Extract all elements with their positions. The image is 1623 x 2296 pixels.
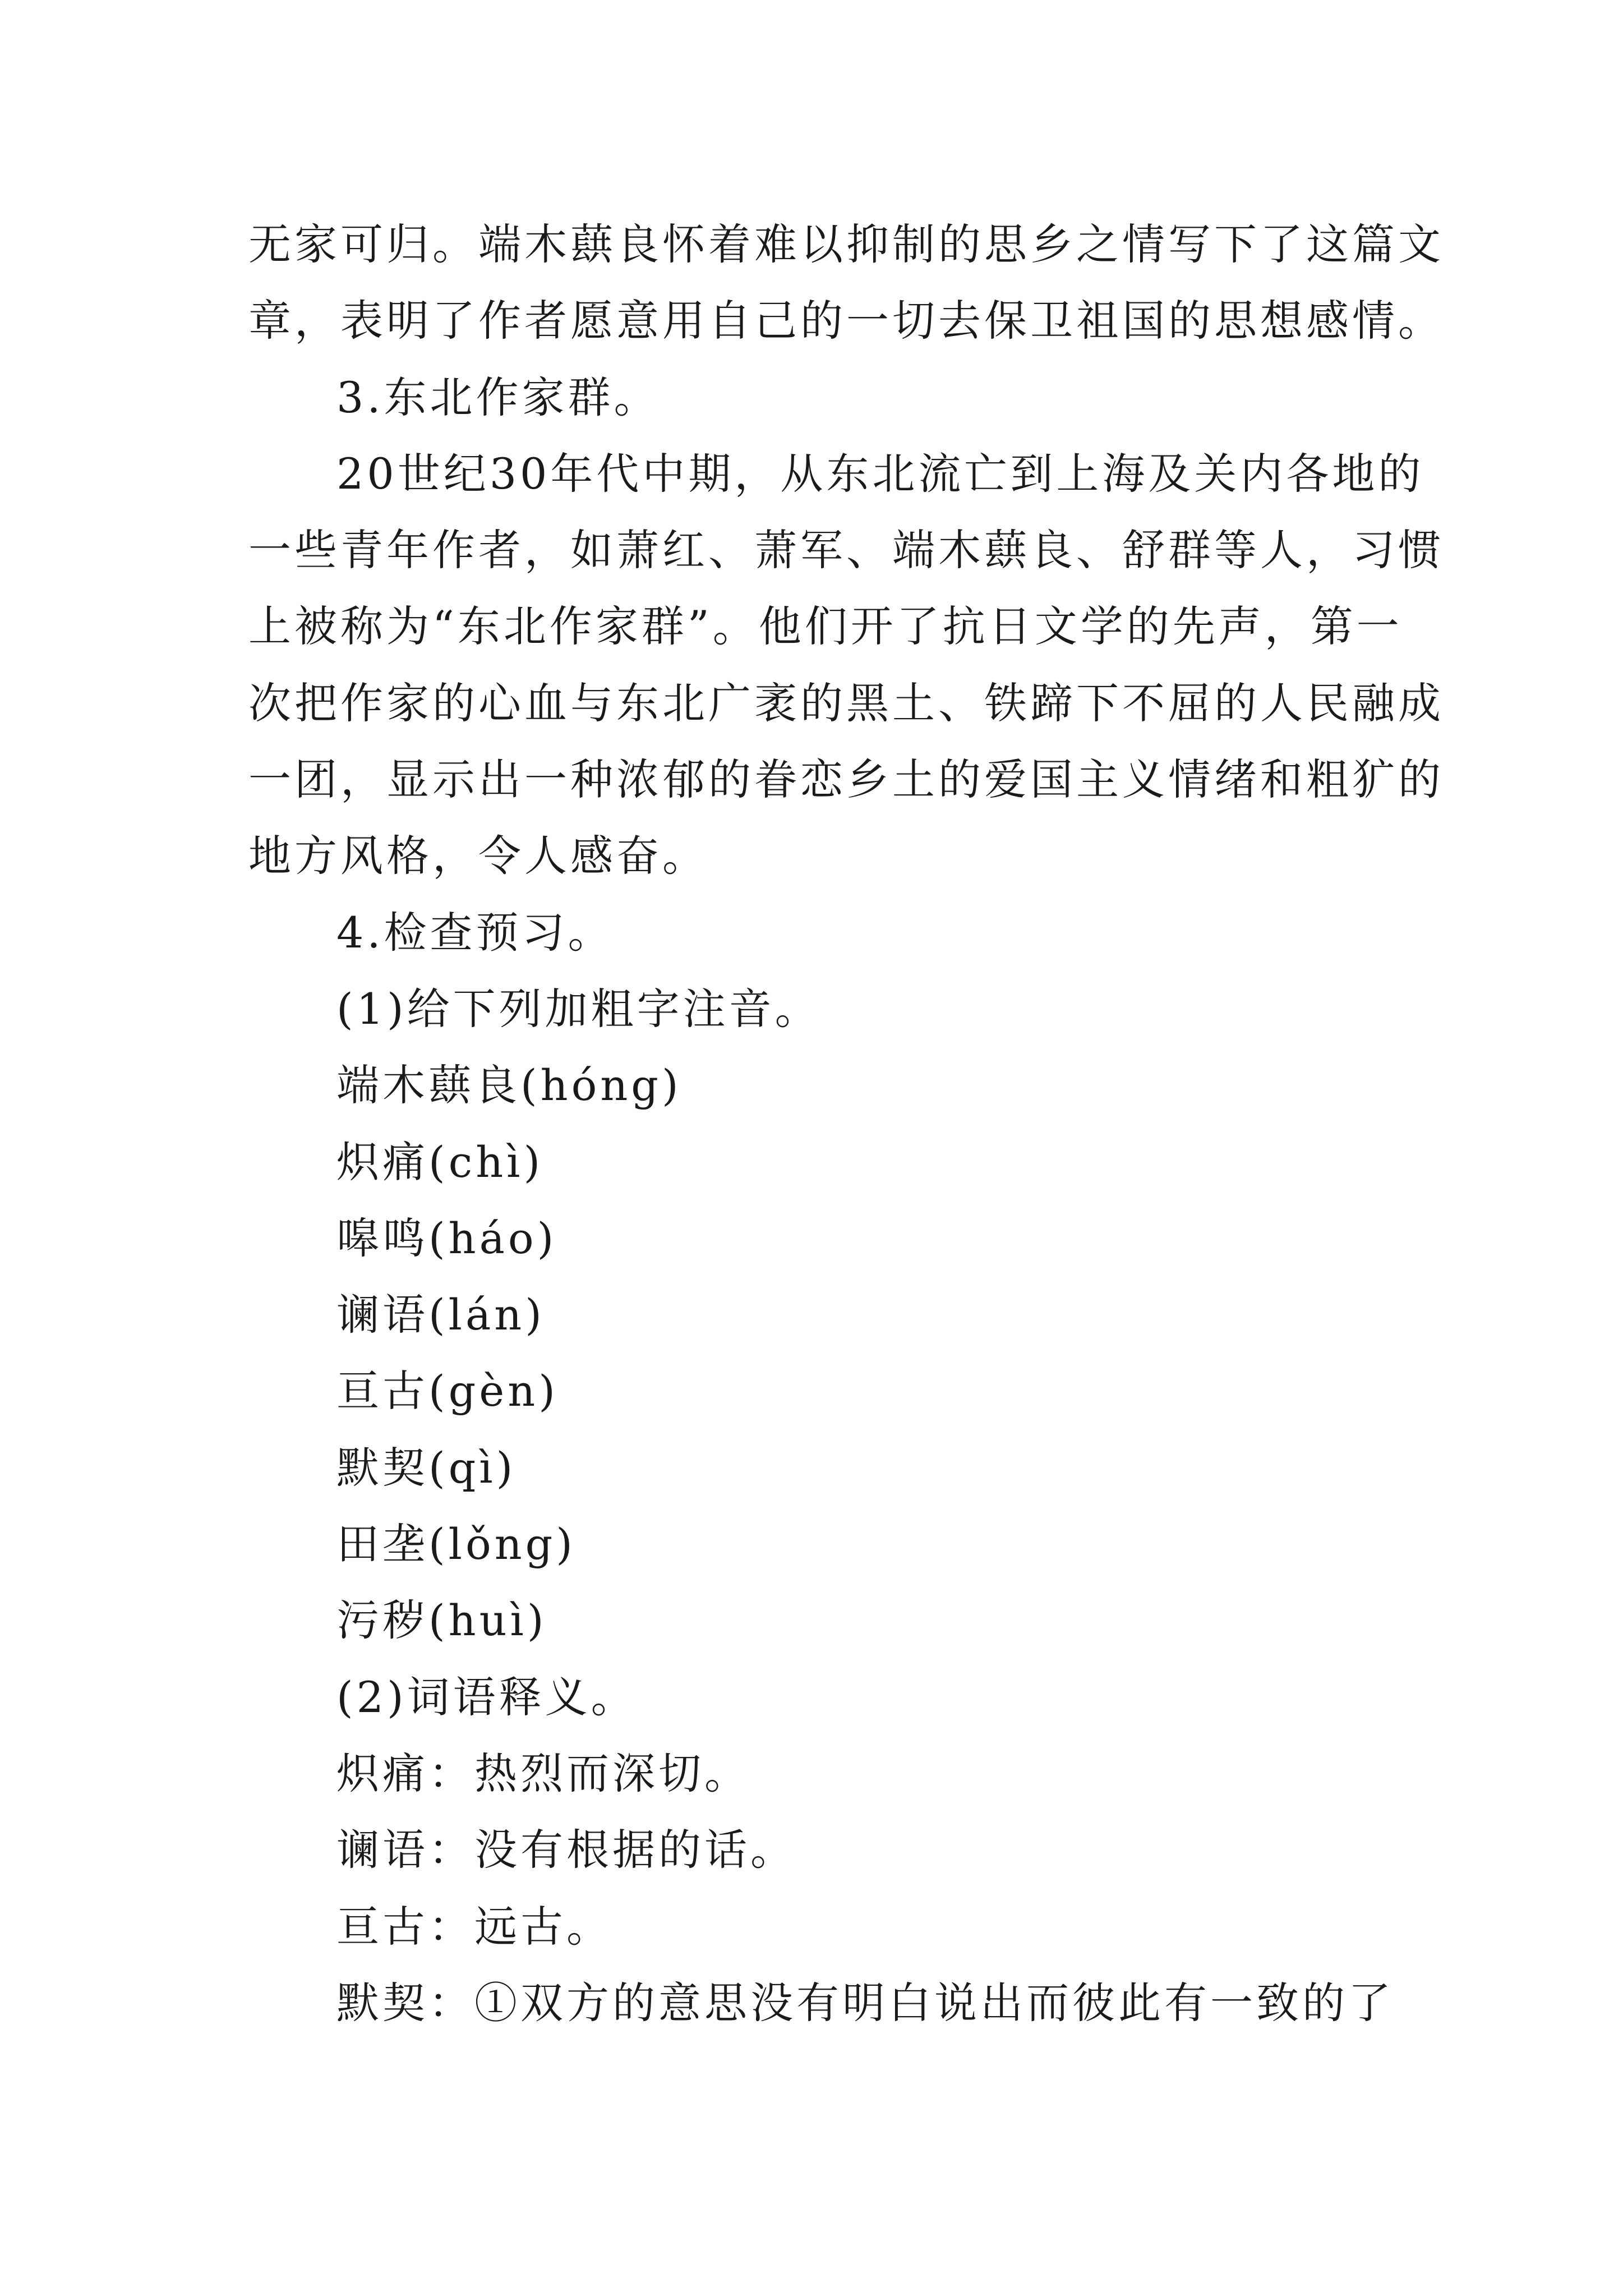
pinyin-item: 默契(qì) [336,1442,517,1493]
text-line: 一团，显示出一种浓郁的眷恋乡土的爱国主义情绪和粗犷的 [248,754,1444,805]
section-heading: 4.检查预习。 [336,907,614,958]
pinyin-item: 端木蕻良(hóng) [336,1060,682,1111]
definition-item: 谰语：没有根据的话。 [336,1825,796,1875]
text-line: 无家可归。端木蕻良怀着难以抑制的思乡之情写下了这篇文 [248,219,1444,269]
text-line: 章，表明了作者愿意用自己的一切去保卫祖国的思想感情。 [248,296,1444,346]
pinyin-item: 炽痛(chì) [336,1137,544,1187]
subsection-heading: (2)词语释义。 [336,1672,637,1722]
definition-item: 默契：①双方的意思没有明白说出而彼此有一致的了 [336,1977,1394,2028]
pinyin-item: 污秽(huì) [336,1595,547,1646]
text-line: 一些青年作者，如萧红、萧军、端木蕻良、舒群等人，习惯 [248,525,1444,576]
pinyin-item: 田垄(lǒng) [336,1519,576,1570]
section-heading: 3.东北作家群。 [336,372,660,422]
text-line: 上被称为“东北作家群”。他们开了抗日文学的先声，第一 [248,601,1403,652]
pinyin-item: 谰语(lán) [336,1290,545,1340]
text-line: 20世纪30年代中期，从东北流亡到上海及关内各地的 [336,448,1424,499]
document-page [248,206,1444,2041]
definition-item: 炽痛：热烈而深切。 [336,1748,750,1798]
pinyin-item: 亘古(gèn) [336,1366,559,1416]
subsection-heading: (1)给下列加粗字注音。 [336,983,821,1034]
pinyin-item: 嗥鸣(háo) [336,1213,557,1263]
text-line: 次把作家的心血与东北广袤的黑土、铁蹄下不屈的人民融成 [248,678,1444,728]
text-line: 地方风格，令人感奋。 [248,831,708,881]
definition-item: 亘古：远古。 [336,1901,612,1952]
